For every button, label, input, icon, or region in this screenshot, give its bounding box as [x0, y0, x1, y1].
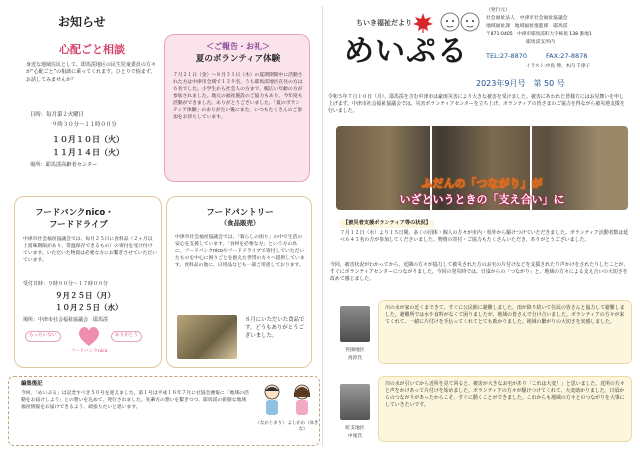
pantry-thanks: ８月にいただいた食品です。どうもありがとうございました。 [245, 317, 305, 339]
lead-text: 令和５年７月１０日（月）、耶馬渓を含む中津市は豪雨災害により大きな被害を受けました。被害にあわれた皆様方にはお見舞いを申し上げます。中津市社会福祉協議会では、災害ボランティアセンターを立ち上げ、ボランティアの皆さまのご協力を得ながら被災地支援を行いました。 [328, 94, 625, 115]
pantry-title-1: フードパントリー [206, 208, 274, 218]
pantry-body: 中津市社会福祉協議会では、「暮らしの困り」の中で生活の安心を支援しています。「食材を必要な方」という方の為に、フードバンクnicoやフードドライブで寄付していただいたものを中心に困りごとを抱えた世帯の方々へ提供しています。食料品の他に、日用品なども一部ご用意しております。 [175, 235, 305, 268]
masthead-subtitle: ちいき福祉だより [356, 19, 412, 27]
foodbank-title-2: フードドライブ [49, 220, 108, 230]
summer-title-1: ＜ご報告・お礼＞ [206, 42, 270, 51]
foodbank-date-2: １０月２５日（水） [55, 303, 123, 312]
column-divider [322, 6, 323, 446]
editor-body: 今回、「めいぷる」は記念すべき５０号を迎えました。第１号は平成１８年７月に社協会便報に「地域の活動をお届けしよう」との想いを込めて、発行されました。先輩方の想いを繋ぎつつ、耶馬渓の新鮮な地域福祉情報をお届けできるよう、頑張りたいと思います。 [21, 391, 249, 410]
consult-title: 心配ごと相談 [59, 43, 125, 56]
foodbank-body: 中津市社会福祉協議会では、毎月２５日に食料品（２ヶ月以上賞味期限があり、常温保存できるもの）の寄付を受け付けています。いただいた物資は必要な方にお繋ぎさせていただいています。 [23, 237, 157, 263]
heart-icon [77, 325, 101, 347]
volunteer-body: ７月１２日（水）より１５日間、多くの団体・個人の方々が市内・県外から駆けつけていただきました。ボランティア活動者数は延べ６４３名の方が参加してくださいました。物資の寄付・ご協力もたくさんいただき、ありがとうございました。 [340, 230, 629, 244]
summer-body: ７月２１日（金）〜８月３１日（木）の夏期期間中に活動された方は中津市全域で１３９名、うち耶馬渓地区在住の方は６名でした。小学生から社会人の方まで、幅広い年齢の方が参加されました。地元の福祉施設のご協力もあり、今年度も活動ができました。ありがとうございました。「夏のボランティア体験」のありがたい後にまた、いつもたくさんのご参加をお待ちしています。 [173, 73, 303, 120]
foodbank-box [14, 196, 162, 368]
editor-box [8, 376, 320, 446]
editor-avatar-2 [291, 383, 313, 417]
interview-1-name-1: 宮園地区 [345, 348, 365, 353]
headline-line-2: いざというときの「支え合い」に [399, 193, 565, 206]
masthead-title: めいぷる [344, 34, 468, 69]
interview-1-photo [340, 306, 370, 342]
summer-volunteer-box [164, 34, 310, 182]
publisher-1: 社会福祉法人 中津市社会福祉協議会 [486, 16, 568, 21]
publisher-2: 地域福祉課 地域福祉推進係 耶馬渓 [486, 24, 568, 29]
illustration-credit: イラスト:中島 伸、木内 千津子 [526, 64, 591, 69]
interview-2-box [378, 376, 632, 442]
consult-body: 身近な地域住民として、即馬渓地区の民生児童委員の方々が“心配ごと”の相談に乗ってくれます。ひとりで悩まず、お話してみませんか？ [26, 62, 156, 83]
headline-line-1: ふだんの「つながり」が [421, 177, 543, 190]
volunteer-heading: 【被災者支援ボランティア等の状況】 [340, 220, 434, 228]
consult-time: ９時３０分〜１１時００分 [52, 122, 117, 128]
masthead-issue: 2023年9月号 第 50 号 [476, 79, 565, 88]
interview-1-name-2: 真淳氏 [347, 356, 363, 361]
editor-avatar-1 [261, 383, 283, 417]
publisher-address: 〒871-0405 中津市耶馬渓町大字柿坂 138 番地1 [486, 32, 592, 37]
foodbank-deco-2: ありがとう [111, 331, 142, 342]
consult-venue: 場所：耶馬渓高齢者センター [30, 162, 98, 168]
volunteer-body-2: 今回、被害状況がわかってから、近隣の方々が協力して被災された方のお宅の片付けなどを支援されたり声かけをされたりしたことが、すぐにボランティアセンターにつながりました。今回の発災時では、日頃からの「つながり」と、地域の方々による支え合いの大切さを改めて感じました。 [330, 262, 629, 283]
foodbank-date-1: ９月２５日（月） [55, 291, 115, 300]
interview-2-photo [340, 384, 370, 420]
editor-person-1: （なかじまり） [255, 421, 287, 426]
foodbank-deco-3: フードバンクnico [70, 349, 108, 354]
publisher-office: 耶馬渓支所内 [526, 40, 555, 45]
editor-person-2: よしかわ（ゆきな） [287, 421, 319, 433]
interview-2-text: 川の水が引いてから近所を見て回ると、被害が大きなお宅があり「これは大変！」と思いました。近所の方々と声をかけあって片付けを始めました。ボランティアの方々が駆けつけてくれて、大変助かりました。日頃からのつながりがあったからこそ、すぐに動くことができました。これからも地域の方々とのつながりを大事にしていきたいです。 [385, 381, 625, 409]
interview-1-text: 川の水が家の近くまできて、すぐに公民館に避難しました。雨が降り続いて住民の皆さんと協力して避難しました。避難所では水や食料がなくて困りましたが、地域の皆さんで分け合いました。ボランティアの方々が来てくれて、一緒に片付けを手伝ってくれてとても助かりました。地域の繋がりの大切さを実感しました。 [385, 305, 625, 326]
foodbank-title-1: フードバンクnico・ [35, 208, 114, 218]
interview-2-name-2: 中尾氏 [347, 434, 363, 439]
publisher-label: （発行元） [486, 8, 510, 13]
consult-schedule: 日時：毎月第２火曜日 [30, 112, 84, 118]
pantry-title-2: （食品販売） [220, 219, 260, 227]
publisher-tel: TEL:27-8870 [486, 52, 528, 60]
foodbank-venue: 場所：中津市社会福祉協議会 耶馬渓 [23, 317, 109, 323]
masthead-mascot [438, 8, 482, 34]
masthead [326, 4, 638, 94]
foodbank-time: 受付日時：９時００分〜１７時００分 [23, 281, 109, 287]
notice-section [22, 4, 162, 180]
notice-title: お知らせ [58, 15, 106, 29]
consult-date-1: １０月１０日（火） [52, 135, 124, 144]
consult-date-2: １１月１４日（火） [52, 148, 124, 157]
publisher-fax: FAX:27-8878 [546, 52, 588, 60]
foodbank-deco-1: もったいない [25, 331, 61, 342]
interview-1-box [378, 300, 632, 364]
editor-title: 編集後記 [21, 381, 43, 387]
pantry-box [166, 196, 312, 368]
summer-title-2: 夏のボランティア体験 [195, 54, 281, 64]
pantry-photo [177, 315, 237, 359]
interview-2-name-1: 町支地区 [345, 426, 365, 431]
